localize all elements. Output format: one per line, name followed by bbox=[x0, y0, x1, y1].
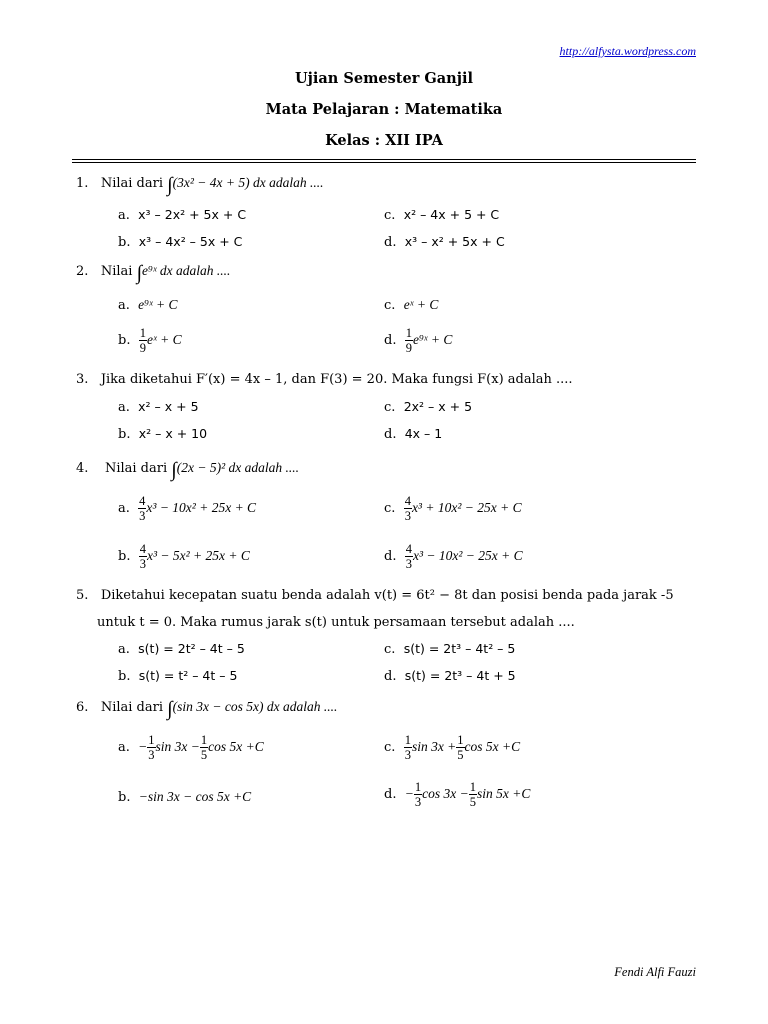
q6-option-c[interactable] bbox=[384, 733, 520, 762]
option-text: x³ – x² + 5x + C bbox=[404, 234, 505, 249]
fraction: $\frac{1}{3}$ bbox=[404, 733, 411, 762]
q1-option-d[interactable] bbox=[384, 234, 505, 250]
question-prefix: Nilai bbox=[100, 264, 133, 279]
option-letter: d. bbox=[384, 427, 397, 442]
option-letter: b. bbox=[118, 427, 131, 442]
question-number: 2. bbox=[76, 264, 89, 279]
option-letter: a. bbox=[118, 740, 130, 755]
option-text: x³ − 10x² − 25x + C bbox=[412, 548, 523, 563]
fraction: $\frac{1}{5}$ bbox=[457, 733, 464, 762]
option-letter: a. bbox=[118, 642, 130, 657]
q5-option-d[interactable] bbox=[384, 668, 516, 684]
q2-option-d[interactable] bbox=[384, 326, 452, 355]
option-letter: b. bbox=[118, 235, 131, 250]
option-text: sin 5x +C bbox=[476, 786, 531, 801]
q6-option-d[interactable] bbox=[384, 780, 530, 809]
integral-sign: ∫ bbox=[167, 174, 173, 196]
q4-option-c[interactable] bbox=[384, 494, 522, 523]
option-letter: d. bbox=[384, 549, 397, 564]
question-number: 3. bbox=[76, 372, 89, 387]
question-prefix: Nilai dari bbox=[104, 461, 168, 476]
question-number: 6. bbox=[76, 700, 89, 715]
option-letter: a. bbox=[118, 400, 130, 415]
question-expression: (sin 3x − cos 5x) dx adalah .... bbox=[172, 699, 338, 714]
question-expression: (2x − 5)² dx adalah .... bbox=[176, 460, 300, 475]
option-letter: d. bbox=[384, 235, 397, 250]
title-class: Kelas : XII IPA bbox=[325, 132, 443, 149]
option-text: sin 3x − bbox=[155, 739, 200, 754]
question-text-line1: Diketahui kecepatan suatu benda adalah v(t) = 6t² − 8t dan posisi benda pada jarak -5 bbox=[100, 588, 674, 603]
option-text: cos 5x +C bbox=[208, 739, 264, 754]
option-text: s(t) = t² – 4t – 5 bbox=[138, 668, 238, 683]
fraction: $\frac{1}{9}$ bbox=[139, 326, 146, 355]
q2-option-c[interactable] bbox=[384, 297, 438, 313]
q6-option-a[interactable] bbox=[118, 733, 264, 762]
option-letter: c. bbox=[384, 740, 396, 755]
option-text: s(t) = 2t³ – 4t² – 5 bbox=[403, 641, 516, 656]
fraction: $\frac{4}{3}$ bbox=[139, 494, 146, 523]
question-prefix: Nilai dari bbox=[100, 700, 163, 715]
option-text: eˣ + C bbox=[403, 297, 439, 312]
q4-option-a[interactable] bbox=[118, 494, 256, 523]
option-letter: c. bbox=[384, 501, 396, 516]
option-text: e⁹ˣ + C bbox=[412, 332, 453, 347]
question-prefix: Nilai dari bbox=[100, 176, 163, 191]
option-letter: d. bbox=[384, 333, 397, 348]
fraction: $\frac{1}{5}$ bbox=[200, 733, 208, 762]
header-rule bbox=[72, 159, 696, 160]
integral-sign: ∫ bbox=[167, 698, 173, 720]
option-letter: d. bbox=[384, 669, 397, 684]
q4-option-b[interactable] bbox=[118, 542, 250, 571]
question-text-line2: untuk t = 0. Maka rumus jarak s(t) untuk persamaan tersebut adalah .... bbox=[97, 615, 575, 630]
q6-option-b[interactable] bbox=[118, 789, 251, 805]
q5-option-b[interactable] bbox=[118, 668, 237, 684]
q3-option-b[interactable] bbox=[118, 426, 207, 442]
q1-option-a[interactable] bbox=[118, 207, 246, 223]
question-1 bbox=[76, 174, 324, 197]
option-text: s(t) = 2t³ – 4t + 5 bbox=[404, 668, 516, 683]
q3-option-c[interactable] bbox=[384, 399, 472, 415]
q5-option-a[interactable] bbox=[118, 641, 245, 657]
question-number: 4. bbox=[76, 461, 89, 476]
fraction: $\frac{4}{3}$ bbox=[405, 542, 412, 571]
option-text: −sin 3x − cos 5x +C bbox=[138, 789, 252, 804]
option-letter: c. bbox=[384, 400, 396, 415]
author-footer: Fendi Alfi Fauzi bbox=[614, 965, 696, 979]
fraction: $\frac{1}{5}$ bbox=[469, 780, 476, 809]
question-number: 5. bbox=[76, 588, 89, 603]
option-text: cos 3x − bbox=[422, 786, 469, 801]
option-letter: c. bbox=[384, 298, 396, 313]
q4-option-d[interactable] bbox=[384, 542, 523, 571]
option-letter: b. bbox=[118, 790, 131, 805]
option-text: x³ + 10x² − 25x + C bbox=[411, 500, 522, 515]
question-text: Jika diketahui F′(x) = 4x – 1, dan F(3) = 20. Maka fungsi F(x) adalah .... bbox=[100, 372, 573, 387]
fraction: $\frac{1}{3}$ bbox=[414, 780, 422, 809]
q3-option-a[interactable] bbox=[118, 399, 199, 415]
option-text: x² – 4x + 5 + C bbox=[403, 207, 500, 222]
option-letter: c. bbox=[384, 642, 396, 657]
question-expression: e⁹ˣ dx adalah .... bbox=[142, 263, 231, 278]
option-letter: c. bbox=[384, 208, 396, 223]
option-text: sin 3x + bbox=[411, 739, 457, 754]
option-letter: a. bbox=[118, 298, 130, 313]
q1-option-c[interactable] bbox=[384, 207, 499, 223]
option-text: 2x² – x + 5 bbox=[403, 399, 473, 414]
question-2 bbox=[76, 262, 230, 285]
option-letter: b. bbox=[118, 549, 131, 564]
question-5-cont bbox=[97, 615, 575, 630]
question-3 bbox=[76, 372, 573, 387]
option-letter: b. bbox=[118, 333, 131, 348]
q3-option-d[interactable] bbox=[384, 426, 442, 442]
q1-option-b[interactable] bbox=[118, 234, 242, 250]
question-number: 1. bbox=[76, 176, 89, 191]
option-letter: a. bbox=[118, 501, 130, 516]
option-text: 4x – 1 bbox=[404, 426, 443, 441]
option-text: − bbox=[404, 786, 414, 801]
option-letter: b. bbox=[118, 669, 131, 684]
option-text: x³ – 2x² + 5x + C bbox=[138, 207, 247, 222]
fraction: $\frac{4}{3}$ bbox=[139, 542, 146, 571]
integral-sign: ∫ bbox=[171, 459, 177, 481]
question-4 bbox=[76, 459, 299, 482]
option-letter: d. bbox=[384, 787, 397, 802]
title-exam: Ujian Semester Ganjil bbox=[294, 70, 473, 87]
question-expression: (3x² − 4x + 5) dx adalah .... bbox=[172, 175, 324, 190]
header-rule-2 bbox=[72, 162, 696, 163]
option-text: x² – x + 10 bbox=[138, 426, 208, 441]
option-text: eˣ + C bbox=[146, 332, 182, 347]
fraction: $\frac{1}{9}$ bbox=[405, 326, 412, 355]
option-text: s(t) = 2t² – 4t – 5 bbox=[138, 641, 245, 656]
fraction: $\frac{1}{3}$ bbox=[148, 733, 155, 762]
fraction: $\frac{4}{3}$ bbox=[404, 494, 411, 523]
header-url[interactable]: http://alfysta.wordpress.com bbox=[559, 44, 696, 58]
option-letter: a. bbox=[118, 208, 130, 223]
q5-option-c[interactable] bbox=[384, 641, 515, 657]
option-text: x³ − 10x² + 25x + C bbox=[146, 500, 257, 515]
option-text: e⁹ˣ + C bbox=[138, 297, 178, 312]
q2-option-b[interactable] bbox=[118, 326, 182, 355]
integral-sign: ∫ bbox=[136, 262, 143, 284]
title-subject: Mata Pelajaran : Matematika bbox=[265, 101, 503, 118]
option-text: cos 5x +C bbox=[464, 739, 521, 754]
question-5 bbox=[76, 588, 674, 603]
option-text: x³ − 5x² + 25x + C bbox=[146, 548, 250, 563]
q2-option-a[interactable] bbox=[118, 297, 178, 313]
option-text: x² – x + 5 bbox=[138, 399, 199, 414]
option-text: x³ – 4x² – 5x + C bbox=[138, 234, 243, 249]
option-text: − bbox=[138, 739, 148, 754]
question-6 bbox=[76, 698, 337, 721]
